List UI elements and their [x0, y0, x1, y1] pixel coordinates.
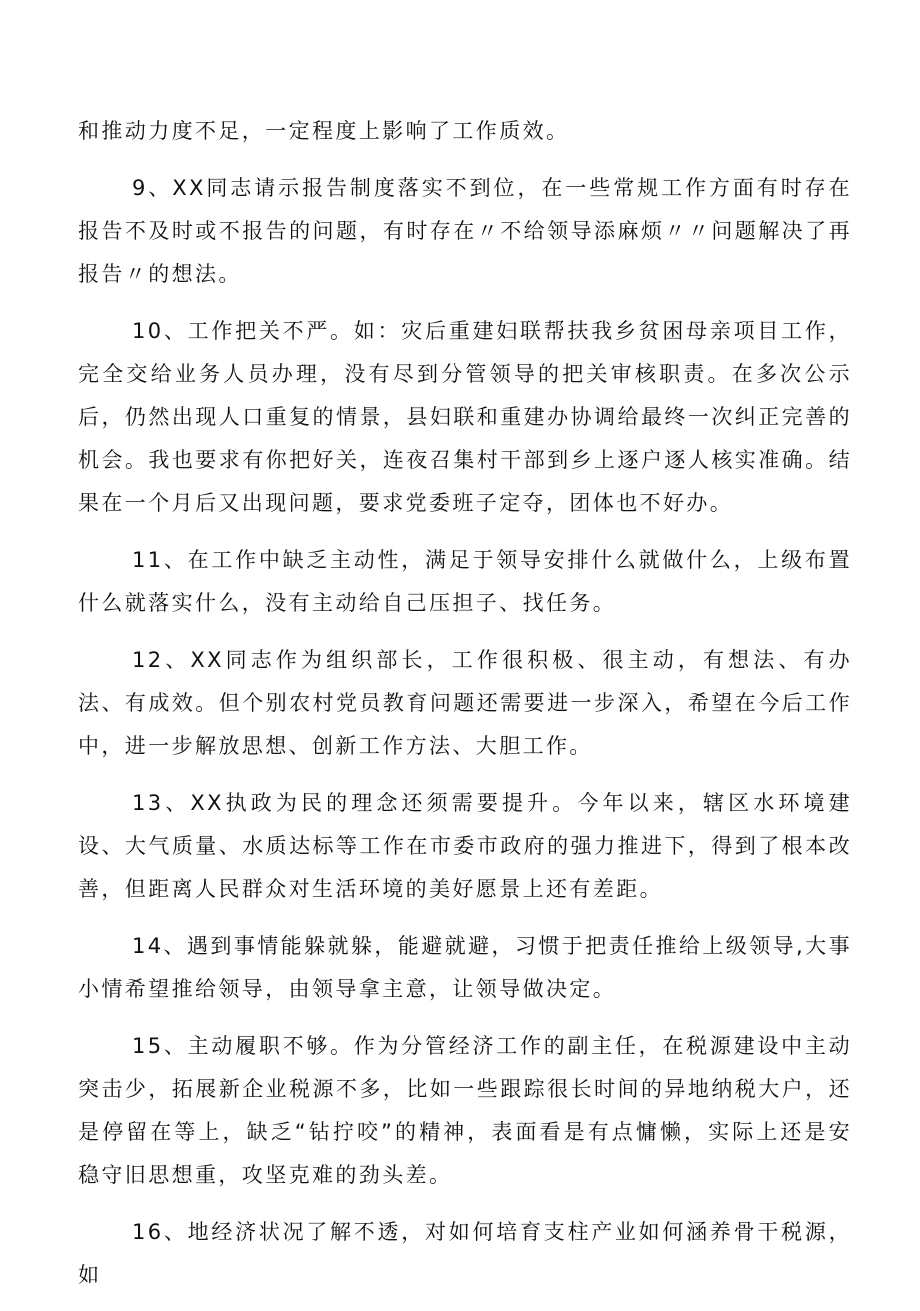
paragraph-item-11: 11、在工作中缺乏主动性，满足于领导安排什么就做什么，上级布置什么就落实什么，没有主动给自己压担子、找任务。 — [78, 548, 852, 615]
paragraph-item-10: 10、工作把关不严。如：灾后重建妇联帮扶我乡贫困母亲项目工作，完全交给业务人员办理，没有尽到分管领导的把关审核职责。在多次公示后，仍然出现人口重复的情景，县妇联和重建办协调给最终一次纠正完善的机会。我也要求有你把好关，连夜召集村干部到乡上逐户逐人核实准确。结果在一个月后又出现问题，要求党委班子定夺，团体也不好办。 — [78, 319, 852, 515]
document-body — [78, 110, 852, 1311]
paragraph-item-16: 16、地经济状况了解不透，对如何培育支柱产业如何涵养骨干税源，如 — [78, 1220, 852, 1287]
paragraph-item-12: 12、XX同志作为组织部长，工作很积极、很主动，有想法、有办法、有成效。但个别农村党员教育问题还需要进一步深入，希望在今后工作中，进一步解放思想、创新工作方法、大胆工作。 — [78, 648, 852, 758]
paragraph-item-13: 13、XX执政为民的理念还须需要提升。今年以来，辖区水环境建设、大气质量、水质达标等工作在市委市政府的强力推进下，得到了根本改善，但距离人民群众对生活环境的美好愿景上还有差距。 — [78, 791, 852, 901]
paragraph-item-15: 15、主动履职不够。作为分管经济工作的副主任，在税源建设中主动突击少，拓展新企业税源不多，比如一些跟踪很长时间的异地纳税大户，还是停留在等上，缺乏“钻拧咬”的精神，表面看是有点慵懒，实际上还是安稳守旧思想重，攻坚克难的劲头差。 — [78, 1034, 852, 1187]
paragraph-item-14: 14、遇到事情能躲就躲，能避就避，习惯于把责任推给上级领导,大事小情希望推给领导，由领导拿主意，让领导做决定。 — [78, 934, 852, 1001]
paragraph-item-9: 9、XX同志请示报告制度落实不到位，在一些常规工作方面有时存在报告不及时或不报告的问题，有时存在〃不给领导添麻烦〃〃问题解决了再报告〃的想法。 — [78, 176, 852, 286]
paragraph-continuation: 和推动力度不足，一定程度上影响了工作质效。 — [78, 119, 570, 143]
